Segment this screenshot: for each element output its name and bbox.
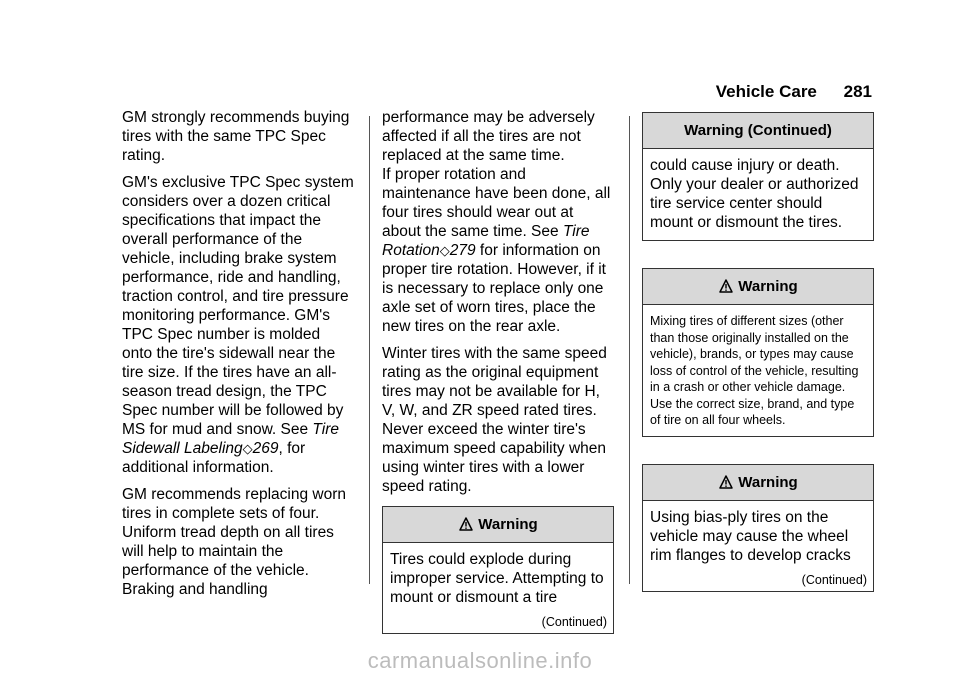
warning-icon bbox=[458, 516, 474, 532]
warning-header bbox=[383, 507, 613, 543]
warning-body: Tires could explode during improper service. Attempting to mount or dismount a tire bbox=[390, 551, 604, 606]
paragraph-text: for information on proper tire rotation. However, if it is necessary to replace only one axle set of worn tires, place the new tires on the rear axle. bbox=[382, 242, 606, 335]
warning-header: Warning (Continued) bbox=[643, 113, 873, 149]
warning-header bbox=[643, 269, 873, 305]
cross-reference-link[interactable]: Tire Rotation bbox=[382, 223, 590, 259]
paragraph: GM recommends replacing worn tires in complete sets of four. Uniform tread depth on all tires will help to maintain the performance of the vehicle. Braking and handling bbox=[122, 486, 346, 598]
paragraph: Winter tires with the same speed rating as the original equipment tires may not be available for H, V, W, and ZR speed rated tires. Never exceed the winter tire's maximum speed capability when using winter tires with a lower speed rating. bbox=[382, 345, 607, 495]
continued-label: (Continued) bbox=[801, 572, 867, 587]
warning-body: Mixing tires of different sizes (other than those originally installed on the vehicle), brands, or types may cause loss of control of the vehicle, resulting in a crash or other vehicle damage. Use the correct size, brand, and type of tire on all four wheels. bbox=[650, 314, 859, 427]
warning-title: Warning bbox=[738, 473, 798, 491]
warning-box bbox=[382, 506, 614, 634]
page-ref-number[interactable]: 279 bbox=[449, 242, 476, 259]
warning-title: Warning bbox=[478, 516, 538, 533]
paragraph: GM strongly recommends buying tires with the same TPC Spec rating. bbox=[122, 109, 350, 164]
page-ref-icon: ◇ bbox=[242, 441, 253, 456]
paragraph: performance may be adversely affected if all the tires are not replaced at the same time. bbox=[382, 109, 595, 164]
watermark: carmanualsonline.info bbox=[367, 648, 593, 673]
warning-header bbox=[643, 465, 873, 501]
warning-icon bbox=[718, 278, 734, 294]
page-header bbox=[716, 82, 872, 102]
paragraph bbox=[122, 173, 354, 477]
warning-box bbox=[642, 268, 874, 437]
paragraph-text: GM's exclusive TPC Spec system considers over a dozen critical specifications that impact the overall performance of the vehicle, including brake system performance, ride and handling, traction control, and tire pressure monitoring performance. GM's TPC Spec number is molded onto the tire's sidewall near the tire size. If the tires have an all-season tread design, the TPC Spec number will be followed by MS for mud and snow. See bbox=[122, 174, 354, 438]
cross-reference-link[interactable]: Tire Sidewall Labeling bbox=[122, 421, 339, 457]
paragraph bbox=[382, 165, 614, 336]
page-number: 281 bbox=[843, 82, 872, 101]
warning-icon bbox=[718, 474, 734, 490]
warning-box bbox=[642, 464, 874, 592]
page-ref-icon: ◇ bbox=[439, 243, 450, 258]
page-ref-number[interactable]: 269 bbox=[252, 440, 279, 457]
column-divider bbox=[629, 116, 630, 584]
text-column-1 bbox=[122, 108, 354, 607]
warning-body: could cause injury or death. Only your dealer or authorized tire service center should mount or dismount the tires. bbox=[650, 157, 859, 231]
text-column-2 bbox=[382, 108, 614, 634]
paragraph-text: If proper rotation and maintenance have been done, all four tires should wear out at about the same time. See bbox=[382, 166, 611, 240]
section-title: Vehicle Care bbox=[715, 82, 817, 101]
warning-body: Using bias-ply tires on the vehicle may cause the wheel rim flanges to develop cracks bbox=[650, 508, 851, 564]
paragraph-text: , for additional information. bbox=[122, 440, 306, 476]
column-divider bbox=[369, 116, 370, 584]
warning-title: Warning bbox=[738, 278, 798, 295]
warning-box bbox=[642, 112, 874, 241]
continued-label: (Continued) bbox=[541, 615, 607, 629]
text-column-3 bbox=[642, 112, 874, 592]
